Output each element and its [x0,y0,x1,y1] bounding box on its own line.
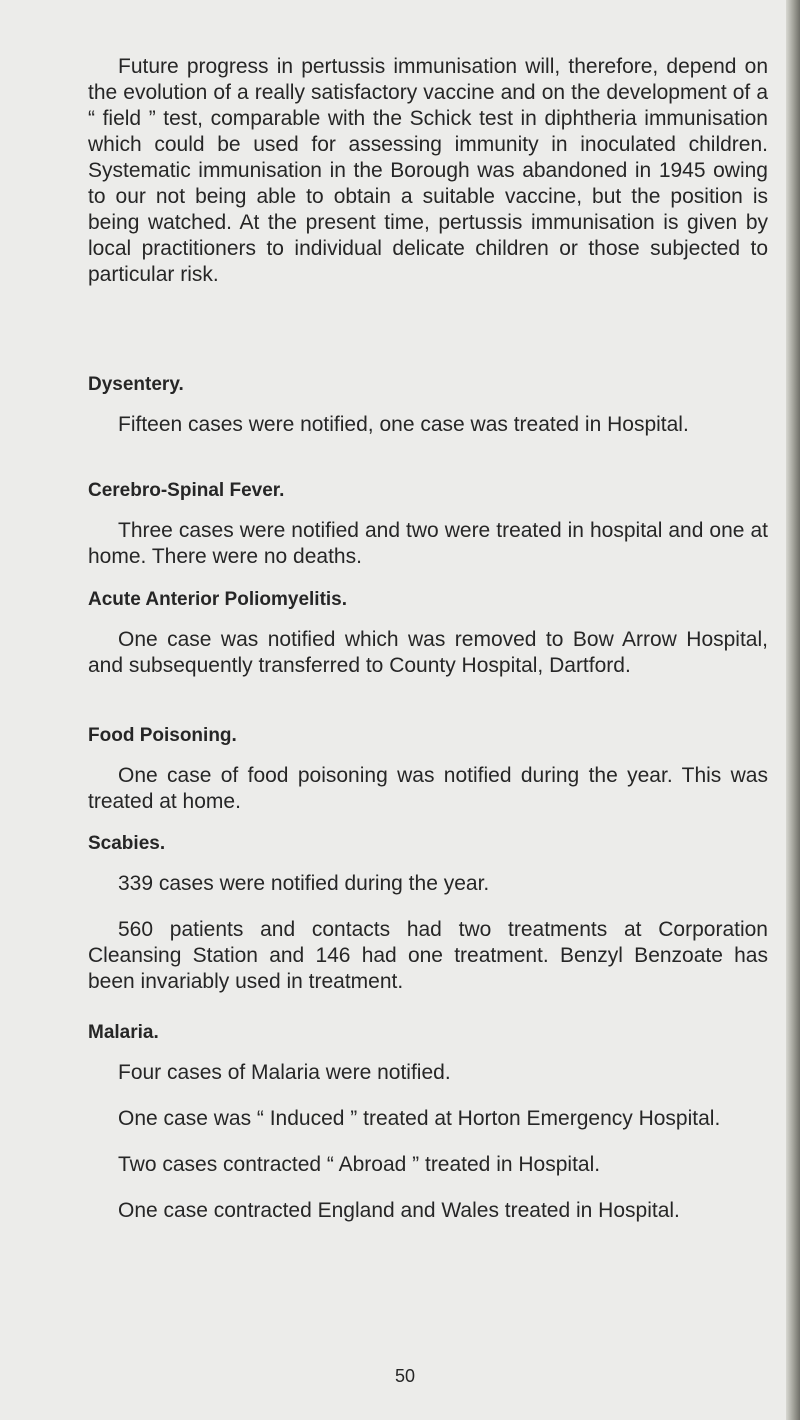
section-paragraph: One case contracted England and Wales treated in Hospital. [118,1199,680,1222]
section-paragraph: 560 patients and contacts had two treatments at Corporation Cleansing Station and 146 had one treatment. Benzyl Benzoate has been invariably used in treatment. [88,918,768,993]
section-heading: Scabies. [88,833,166,854]
section-food-poisoning [88,723,768,815]
section-dysentery [88,372,768,438]
section-heading: Cerebro-Spinal Fever. [88,480,285,501]
section-acute-anterior-poliomyelitis [88,587,768,679]
intro-paragraph: Future progress in pertussis immunisation will, therefore, depend on the evolution of a really satisfactory vaccine and on the development of a “ field ” test, comparable with the Schick test in diphtheria immunisation which could be used for assessing immunity in inoculated children. Systematic immunisation in the Borough was abandoned in 1945 owing to our not being able to obtain a suitable vaccine, but the position is being watched. At the present time, pertussis immunisation is given by local practitioners to individual delicate children or those subjected to particular risk. [88,55,768,286]
section-cerebro-spinal-fever [88,478,768,570]
section-malaria [88,1020,768,1224]
section-heading: Malaria. [88,1022,159,1043]
page-content [88,54,768,1222]
section-paragraph: One case was “ Induced ” treated at Horton Emergency Hospital. [118,1107,721,1130]
section-paragraph: One case of food poisoning was notified during the year. This was treated at home. [88,764,768,813]
section-paragraph: Fifteen cases were notified, one case was treated in Hospital. [118,413,689,436]
page-edge-shadow [786,0,800,1420]
section-scabies [88,831,768,995]
section-heading: Acute Anterior Poliomyelitis. [88,589,348,610]
section-heading: Food Poisoning. [88,725,237,746]
section-heading: Dysentery. [88,374,184,395]
section-paragraph: One case was notified which was removed to Bow Arrow Hospital, and subsequently transferred to County Hospital, Dartford. [88,628,768,677]
section-paragraph: 339 cases were notified during the year. [118,872,490,895]
section-paragraph: Three cases were notified and two were treated in hospital and one at home. There were no deaths. [88,519,768,568]
section-paragraph: Two cases contracted “ Abroad ” treated in Hospital. [118,1153,601,1176]
page-number: 50 [395,1366,416,1386]
section-paragraph: Four cases of Malaria were notified. [118,1061,451,1084]
